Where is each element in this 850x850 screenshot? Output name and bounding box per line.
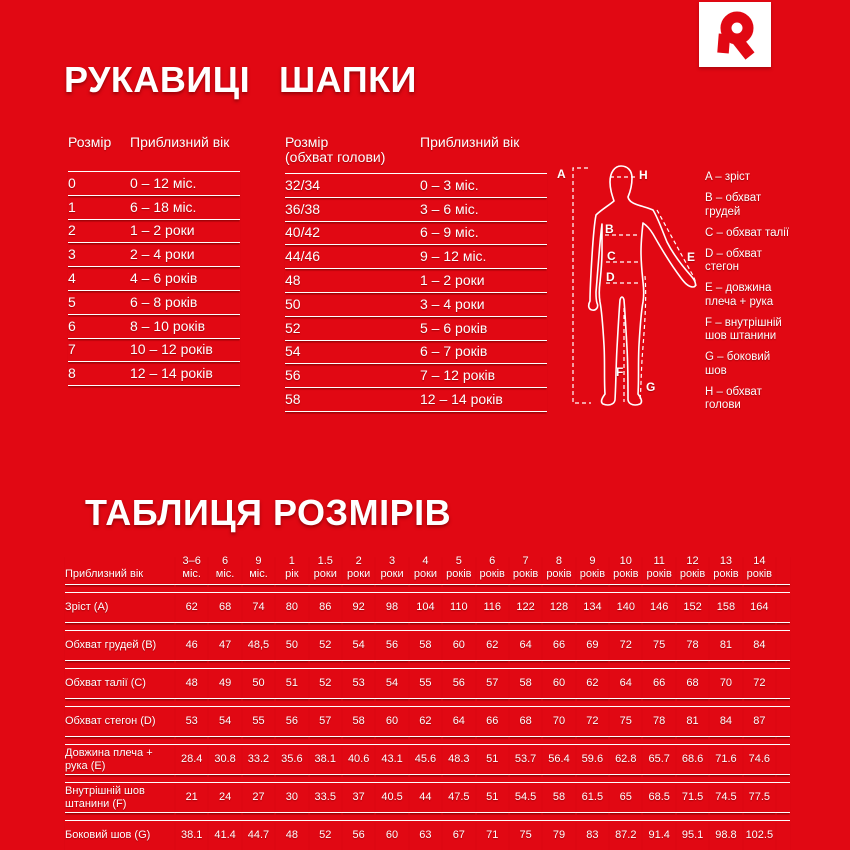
mittens-row bbox=[68, 220, 240, 244]
row-spacer-cell bbox=[776, 592, 790, 623]
measurement-value: 51 bbox=[476, 782, 509, 813]
measurement-value: 54 bbox=[375, 668, 408, 699]
hats-row bbox=[285, 388, 547, 412]
measurement-value: 53 bbox=[175, 706, 208, 737]
age-value: 6 – 9 міс. bbox=[420, 224, 479, 241]
size-value: 32/34 bbox=[285, 176, 321, 193]
measurement-value: 60 bbox=[442, 630, 475, 661]
measurement-label: Обхват стегон (D) bbox=[65, 706, 175, 737]
measurement-value: 164 bbox=[743, 592, 776, 623]
size-value: 8 bbox=[68, 365, 76, 382]
age-value: 1 – 2 роки bbox=[130, 222, 195, 239]
measurement-value: 56.4 bbox=[542, 744, 575, 775]
hats-row bbox=[285, 174, 547, 198]
measurement-row bbox=[65, 706, 790, 737]
measurement-value: 30.8 bbox=[208, 744, 241, 775]
measurement-value: 71.5 bbox=[676, 782, 709, 813]
measurement-value: 52 bbox=[309, 820, 342, 850]
figure-label-f: F bbox=[616, 365, 624, 379]
hats-col-size bbox=[285, 135, 420, 165]
size-value: 1 bbox=[68, 198, 76, 215]
hats-col-size-line2: (обхват голови) bbox=[285, 149, 386, 165]
row-spacer-cell bbox=[776, 706, 790, 737]
measurement-value: 80 bbox=[275, 592, 308, 623]
measurement-value: 71 bbox=[476, 820, 509, 850]
measurement-value: 95.1 bbox=[676, 820, 709, 850]
age-column-header: 3–6 міс. bbox=[175, 555, 208, 585]
measurement-value: 75 bbox=[509, 820, 542, 850]
size-value: 44/46 bbox=[285, 248, 321, 265]
figure-label-c: C bbox=[607, 249, 616, 263]
measurement-value: 38.1 bbox=[309, 744, 342, 775]
age-column-header: 6 міс. bbox=[208, 555, 241, 585]
measurement-value: 49 bbox=[208, 668, 241, 699]
age-value: 6 – 18 міс. bbox=[130, 198, 197, 215]
measurement-value: 40.5 bbox=[375, 782, 408, 813]
measurement-row bbox=[65, 668, 790, 699]
measurement-value: 78 bbox=[676, 630, 709, 661]
measurement-value: 35.6 bbox=[275, 744, 308, 775]
measurement-value: 60 bbox=[375, 706, 408, 737]
measurement-value: 54 bbox=[208, 706, 241, 737]
measurement-value: 110 bbox=[442, 592, 475, 623]
measurement-value: 92 bbox=[342, 592, 375, 623]
age-value: 12 – 14 років bbox=[130, 365, 213, 382]
hats-row bbox=[285, 317, 547, 341]
measurement-value: 28.4 bbox=[175, 744, 208, 775]
measurement-value: 52 bbox=[309, 668, 342, 699]
measurement-value: 54.5 bbox=[509, 782, 542, 813]
measurement-value: 128 bbox=[542, 592, 575, 623]
age-column-header: 7 років bbox=[509, 555, 542, 585]
row-spacer-cell bbox=[776, 668, 790, 699]
measurement-value: 75 bbox=[609, 706, 642, 737]
measurement-value: 62 bbox=[409, 706, 442, 737]
measurement-value: 84 bbox=[709, 706, 742, 737]
side-seam-measure-line bbox=[640, 276, 646, 400]
measurement-value: 71.6 bbox=[709, 744, 742, 775]
measurement-value: 68 bbox=[208, 592, 241, 623]
hats-header bbox=[285, 135, 547, 165]
measurement-value: 66 bbox=[642, 668, 675, 699]
figure-legend-item: E – довжина плеча + рука bbox=[705, 282, 774, 308]
measurement-value: 53.7 bbox=[509, 744, 542, 775]
measurement-value: 72 bbox=[576, 706, 609, 737]
measurement-value: 65 bbox=[609, 782, 642, 813]
measurement-value: 79 bbox=[542, 820, 575, 850]
age-value: 2 – 4 роки bbox=[130, 246, 195, 263]
measurement-value: 116 bbox=[476, 592, 509, 623]
hats-row bbox=[285, 269, 547, 293]
measurement-value: 30 bbox=[275, 782, 308, 813]
figure-label-b: B bbox=[605, 222, 614, 236]
row-spacer-cell bbox=[776, 820, 790, 850]
mittens-title: РУКАВИЦІ bbox=[64, 59, 251, 100]
measurement-value: 74 bbox=[242, 592, 275, 623]
size-table-body bbox=[65, 592, 790, 850]
measurement-value: 48,5 bbox=[242, 630, 275, 661]
measurement-value: 152 bbox=[676, 592, 709, 623]
row-spacer-cell bbox=[776, 630, 790, 661]
age-column-header: 9 міс. bbox=[242, 555, 275, 585]
measurement-value: 140 bbox=[609, 592, 642, 623]
body-measurement-figure bbox=[550, 160, 700, 420]
measurement-value: 62 bbox=[576, 668, 609, 699]
age-value: 7 – 12 років bbox=[420, 367, 496, 384]
height-measure-line bbox=[573, 168, 591, 403]
body-outline-icon bbox=[550, 160, 700, 420]
age-column-header: 14 років bbox=[743, 555, 776, 585]
hats-col-age: Приблизний вік bbox=[420, 134, 520, 150]
age-value: 1 – 2 роки bbox=[420, 272, 485, 289]
measurement-value: 55 bbox=[409, 668, 442, 699]
brand-r-icon bbox=[699, 2, 771, 67]
size-value: 54 bbox=[285, 343, 301, 360]
hats-row bbox=[285, 341, 547, 365]
measurement-value: 70 bbox=[542, 706, 575, 737]
measurement-row bbox=[65, 592, 790, 623]
measurement-value: 21 bbox=[175, 782, 208, 813]
measurement-value: 62 bbox=[476, 630, 509, 661]
measurement-value: 33.2 bbox=[242, 744, 275, 775]
age-column-header: 1.5 роки bbox=[309, 555, 342, 585]
measurement-value: 72 bbox=[743, 668, 776, 699]
measurement-value: 44 bbox=[409, 782, 442, 813]
brand-logo bbox=[699, 2, 771, 67]
measurement-row bbox=[65, 820, 790, 850]
measurement-value: 58 bbox=[409, 630, 442, 661]
measurement-value: 41.4 bbox=[208, 820, 241, 850]
measurement-value: 50 bbox=[242, 668, 275, 699]
size-value: 40/42 bbox=[285, 224, 321, 241]
measurement-value: 83 bbox=[576, 820, 609, 850]
size-value: 3 bbox=[68, 246, 76, 263]
measurement-value: 158 bbox=[709, 592, 742, 623]
measurement-value: 24 bbox=[208, 782, 241, 813]
hats-row bbox=[285, 364, 547, 388]
mittens-row bbox=[68, 362, 240, 386]
row-spacer-cell bbox=[776, 782, 790, 813]
measurement-value: 61.5 bbox=[576, 782, 609, 813]
measurement-row bbox=[65, 744, 790, 775]
measurement-value: 63 bbox=[409, 820, 442, 850]
measurement-value: 146 bbox=[642, 592, 675, 623]
hats-col-size-line1: Розмір bbox=[285, 134, 329, 150]
measurement-value: 68 bbox=[676, 668, 709, 699]
size-table-header-row bbox=[65, 555, 790, 585]
age-column-header: 12 років bbox=[676, 555, 709, 585]
mittens-section bbox=[68, 135, 240, 386]
age-value: 0 – 12 міс. bbox=[130, 174, 197, 191]
measurement-label: Обхват грудей (B) bbox=[65, 630, 175, 661]
measurement-label: Внутрішній шов штанини (F) bbox=[65, 782, 175, 813]
measurement-value: 98 bbox=[375, 592, 408, 623]
measurement-value: 77.5 bbox=[743, 782, 776, 813]
measurement-value: 66 bbox=[542, 630, 575, 661]
measurement-value: 134 bbox=[576, 592, 609, 623]
measurement-value: 59.6 bbox=[576, 744, 609, 775]
size-value: 50 bbox=[285, 295, 301, 312]
measurement-value: 51 bbox=[275, 668, 308, 699]
measurement-value: 56 bbox=[375, 630, 408, 661]
age-value: 0 – 3 міс. bbox=[420, 176, 479, 193]
size-value: 5 bbox=[68, 293, 76, 310]
mittens-col-size: Розмір bbox=[68, 134, 112, 150]
size-table bbox=[65, 548, 790, 850]
mittens-table-rows bbox=[68, 171, 240, 386]
measurement-value: 81 bbox=[676, 706, 709, 737]
measurement-value: 74.6 bbox=[743, 744, 776, 775]
age-column-header: 6 років bbox=[476, 555, 509, 585]
age-value: 9 – 12 міс. bbox=[420, 248, 487, 265]
mittens-header bbox=[68, 135, 240, 150]
measurement-row bbox=[65, 782, 790, 813]
measurement-value: 102.5 bbox=[743, 820, 776, 850]
measurement-value: 122 bbox=[509, 592, 542, 623]
size-value: 2 bbox=[68, 222, 76, 239]
measurement-value: 57 bbox=[309, 706, 342, 737]
age-column-header: 3 роки bbox=[375, 555, 408, 585]
hats-title: ШАПКИ bbox=[279, 59, 417, 100]
size-value: 48 bbox=[285, 272, 301, 289]
size-value: 58 bbox=[285, 391, 301, 408]
hats-row bbox=[285, 293, 547, 317]
age-column-header: 1 рік bbox=[275, 555, 308, 585]
age-column-header: 2 роки bbox=[342, 555, 375, 585]
measurement-label: Боковий шов (G) bbox=[65, 820, 175, 850]
measurement-value: 87.2 bbox=[609, 820, 642, 850]
measurement-value: 43.1 bbox=[375, 744, 408, 775]
measurement-value: 72 bbox=[609, 630, 642, 661]
size-value: 56 bbox=[285, 367, 301, 384]
size-value: 36/38 bbox=[285, 200, 321, 217]
measurement-value: 62 bbox=[175, 592, 208, 623]
measurement-label: Зріст (A) bbox=[65, 592, 175, 623]
measurement-value: 104 bbox=[409, 592, 442, 623]
measurement-value: 60 bbox=[375, 820, 408, 850]
measurement-value: 64 bbox=[509, 630, 542, 661]
measurement-value: 81 bbox=[709, 630, 742, 661]
measurement-value: 68 bbox=[509, 706, 542, 737]
size-table-section bbox=[65, 548, 790, 850]
header-spacer-cell bbox=[776, 555, 790, 585]
hats-section bbox=[285, 135, 547, 412]
mittens-row bbox=[68, 291, 240, 315]
measurement-value: 66 bbox=[476, 706, 509, 737]
measurement-value: 78 bbox=[642, 706, 675, 737]
size-table-title: ТАБЛИЦЯ РОЗМІРІВ bbox=[85, 492, 452, 533]
measurement-value: 91.4 bbox=[642, 820, 675, 850]
figure-label-g: G bbox=[646, 380, 656, 394]
measurement-value: 75 bbox=[642, 630, 675, 661]
measurement-value: 87 bbox=[743, 706, 776, 737]
measurement-value: 60 bbox=[542, 668, 575, 699]
age-value: 5 – 6 років bbox=[420, 319, 488, 336]
measurement-value: 50 bbox=[275, 630, 308, 661]
size-table-label-col-header: Приблизний вік bbox=[65, 555, 175, 585]
size-value: 0 bbox=[68, 174, 76, 191]
measurement-value: 53 bbox=[342, 668, 375, 699]
figure-label-h: H bbox=[639, 168, 648, 182]
measurement-value: 33.5 bbox=[309, 782, 342, 813]
age-value: 12 – 14 років bbox=[420, 391, 503, 408]
measurement-value: 55 bbox=[242, 706, 275, 737]
age-value: 4 – 6 років bbox=[130, 270, 198, 287]
measurement-value: 37 bbox=[342, 782, 375, 813]
mittens-row bbox=[68, 267, 240, 291]
age-column-header: 9 років bbox=[576, 555, 609, 585]
figure-legend-item: A – зріст bbox=[705, 171, 751, 183]
measurement-value: 58 bbox=[342, 706, 375, 737]
measurement-value: 67 bbox=[442, 820, 475, 850]
measurement-value: 56 bbox=[275, 706, 308, 737]
size-value: 52 bbox=[285, 319, 301, 336]
figure-legend-item: H – обхват голови bbox=[705, 385, 762, 411]
measurement-label: Обхват талії (C) bbox=[65, 668, 175, 699]
age-column-header: 8 років bbox=[542, 555, 575, 585]
mittens-row bbox=[68, 339, 240, 363]
figure-legend bbox=[705, 171, 791, 420]
figure-label-d: D bbox=[606, 270, 615, 284]
figure-legend-item: C – обхват талії bbox=[705, 226, 790, 239]
measurement-value: 84 bbox=[743, 630, 776, 661]
figure-legend-item: B – обхват грудей bbox=[705, 192, 762, 218]
measurement-value: 45.6 bbox=[409, 744, 442, 775]
figure-label-e: E bbox=[687, 250, 696, 264]
age-value: 6 – 7 років bbox=[420, 343, 488, 360]
figure-legend-item: D – обхват стегон bbox=[705, 247, 762, 273]
measurement-value: 68.6 bbox=[676, 744, 709, 775]
age-column-header: 10 років bbox=[609, 555, 642, 585]
measurement-value: 86 bbox=[309, 592, 342, 623]
measurement-value: 58 bbox=[509, 668, 542, 699]
age-value: 8 – 10 років bbox=[130, 317, 206, 334]
measurement-value: 58 bbox=[542, 782, 575, 813]
measurement-value: 27 bbox=[242, 782, 275, 813]
measurement-value: 46 bbox=[175, 630, 208, 661]
age-value: 3 – 4 роки bbox=[420, 295, 485, 312]
age-column-header: 13 років bbox=[709, 555, 742, 585]
measurement-value: 62.8 bbox=[609, 744, 642, 775]
measurement-value: 98.8 bbox=[709, 820, 742, 850]
measurement-value: 47 bbox=[208, 630, 241, 661]
age-column-header: 11 років bbox=[642, 555, 675, 585]
age-value: 6 – 8 років bbox=[130, 293, 198, 310]
age-value: 10 – 12 років bbox=[130, 341, 213, 358]
measurement-value: 65.7 bbox=[642, 744, 675, 775]
measurement-value: 40.6 bbox=[342, 744, 375, 775]
measurement-value: 44.7 bbox=[242, 820, 275, 850]
mittens-row bbox=[68, 172, 240, 196]
measurement-value: 64 bbox=[609, 668, 642, 699]
measurement-value: 64 bbox=[442, 706, 475, 737]
measurement-value: 56 bbox=[342, 820, 375, 850]
measurement-row bbox=[65, 630, 790, 661]
measurement-value: 56 bbox=[442, 668, 475, 699]
mittens-row bbox=[68, 196, 240, 220]
figure-legend-item: G – боковий шов bbox=[705, 351, 771, 377]
measurement-label: Довжина плеча + рука (E) bbox=[65, 744, 175, 775]
age-value: 3 – 6 міс. bbox=[420, 200, 479, 217]
measurement-value: 51 bbox=[476, 744, 509, 775]
measurement-value: 70 bbox=[709, 668, 742, 699]
size-value: 4 bbox=[68, 270, 76, 287]
measurement-value: 68.5 bbox=[642, 782, 675, 813]
measurement-value: 52 bbox=[309, 630, 342, 661]
measurement-value: 48 bbox=[175, 668, 208, 699]
measurement-value: 57 bbox=[476, 668, 509, 699]
figure-legend-item: F – внутрішній шов штанини bbox=[705, 316, 782, 342]
age-column-header: 5 років bbox=[442, 555, 475, 585]
hats-row bbox=[285, 222, 547, 246]
measurement-value: 47.5 bbox=[442, 782, 475, 813]
measurement-value: 54 bbox=[342, 630, 375, 661]
hats-row bbox=[285, 198, 547, 222]
measurement-value: 69 bbox=[576, 630, 609, 661]
row-spacer-cell bbox=[776, 744, 790, 775]
measurement-value: 38.1 bbox=[175, 820, 208, 850]
mittens-row bbox=[68, 315, 240, 339]
measurement-value: 74.5 bbox=[709, 782, 742, 813]
mittens-row bbox=[68, 243, 240, 267]
mittens-col-age: Приблизний вік bbox=[130, 134, 230, 150]
size-value: 6 bbox=[68, 317, 76, 334]
measurement-value: 48 bbox=[275, 820, 308, 850]
figure-label-a: A bbox=[557, 167, 566, 181]
measurement-value: 48.3 bbox=[442, 744, 475, 775]
hats-table-rows bbox=[285, 173, 547, 412]
size-value: 7 bbox=[68, 341, 76, 358]
hats-row bbox=[285, 245, 547, 269]
age-column-header: 4 роки bbox=[409, 555, 442, 585]
